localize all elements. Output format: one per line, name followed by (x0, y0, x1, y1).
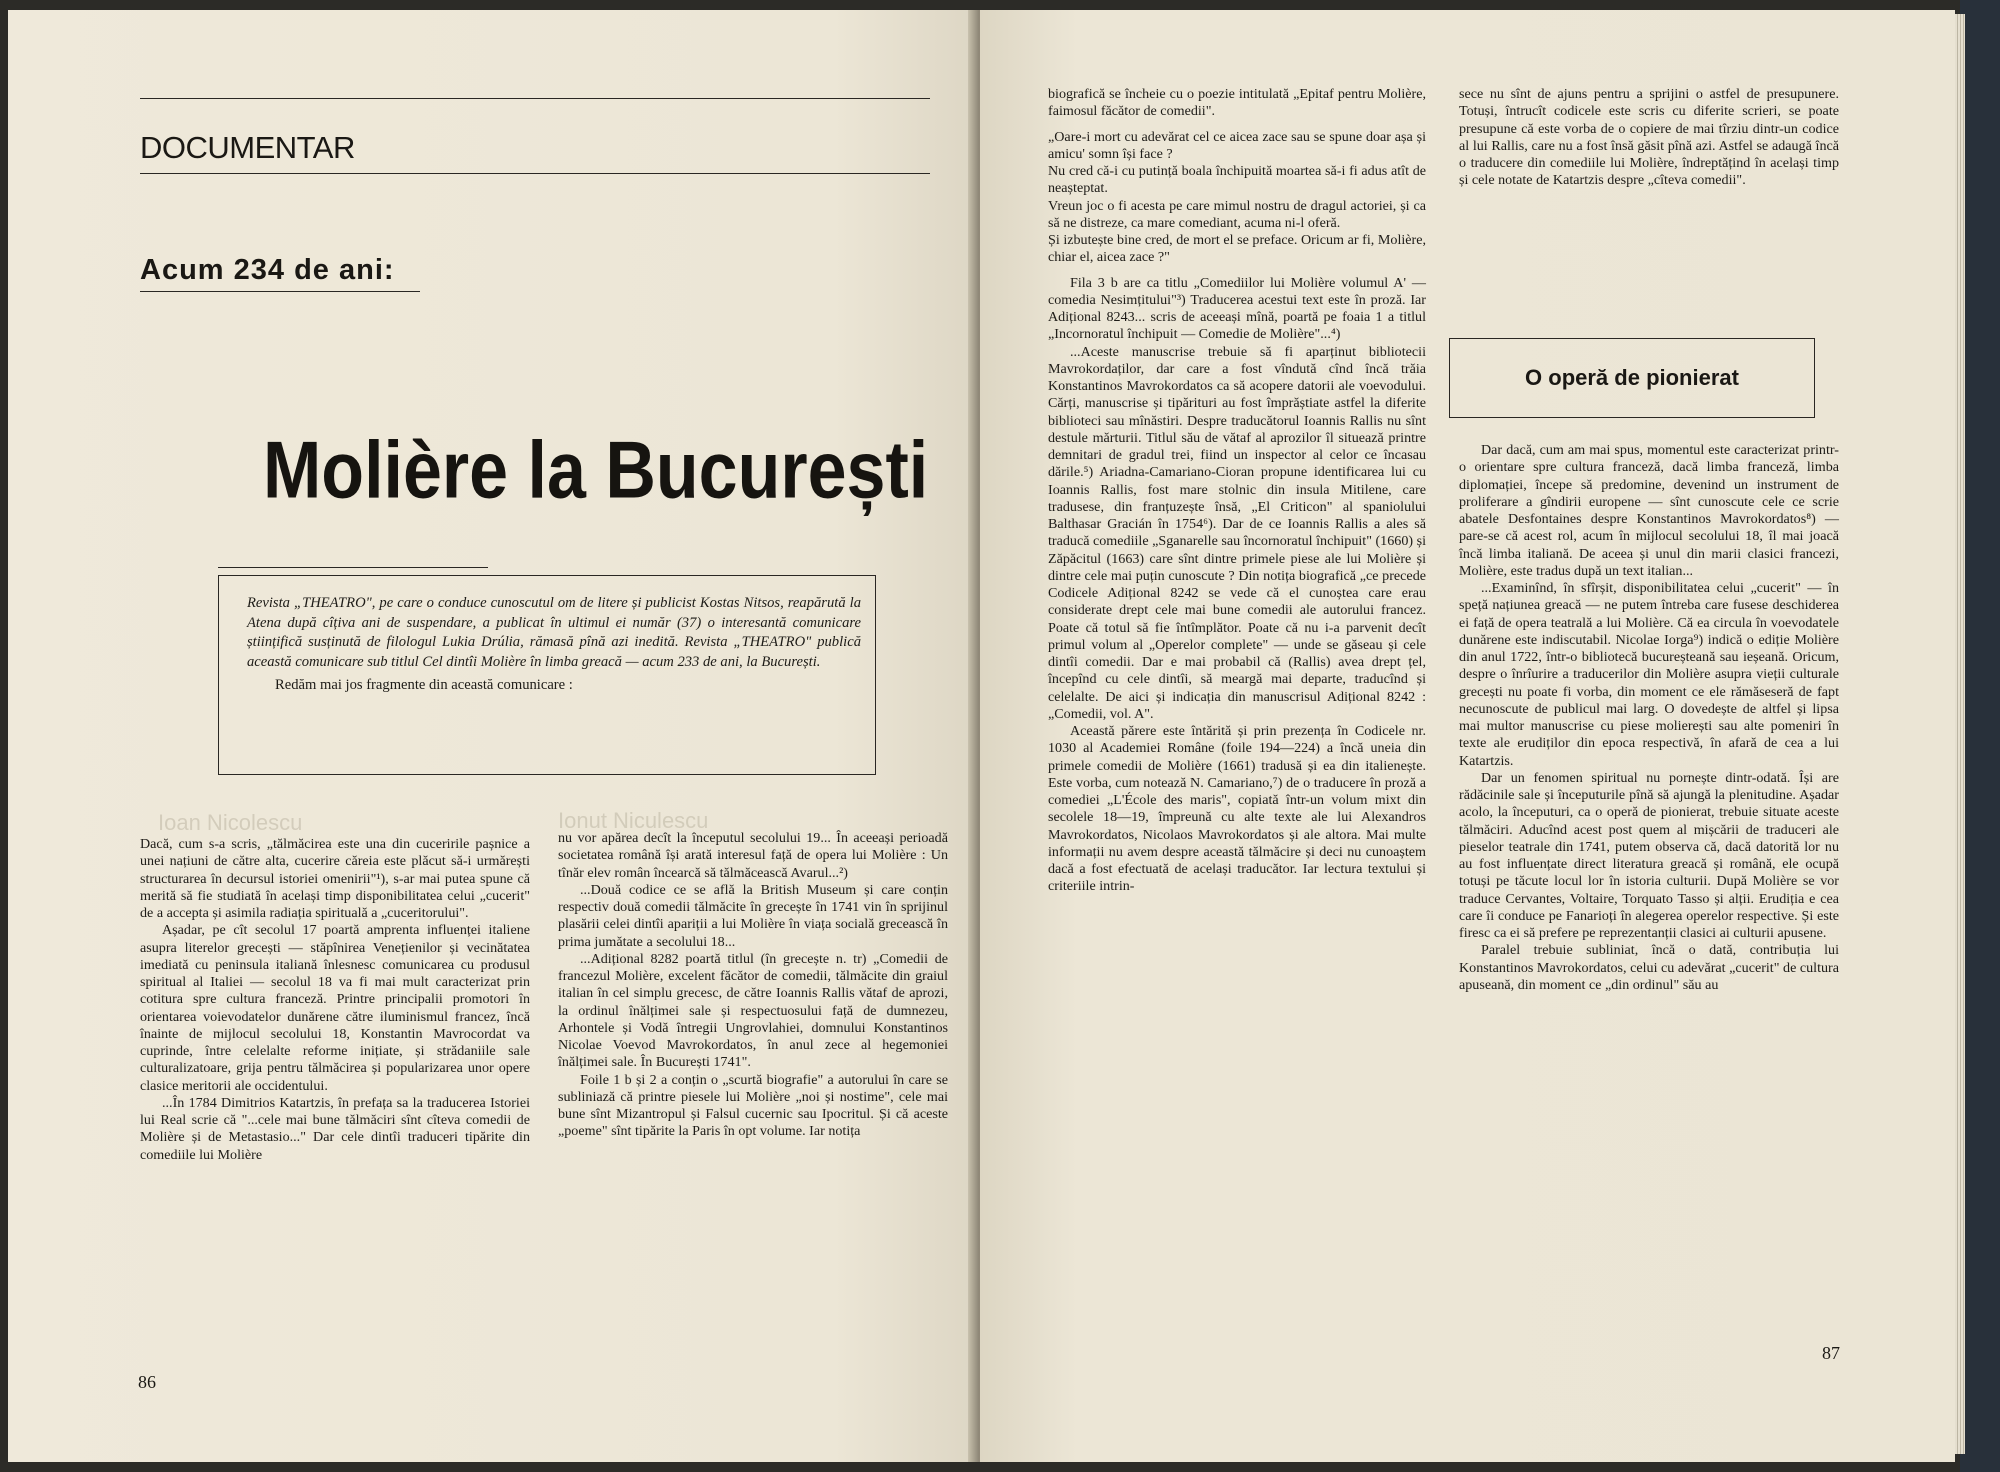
poem-stanza: Și izbutește bine cred, de mort el se preface. Oricum ar fi, Molière, chiar el, aicea zace ?" (1048, 232, 1426, 266)
subheading: O operă de pionierat (1525, 365, 1739, 390)
page-number-left: 86 (138, 1372, 156, 1392)
poem-stanza: Nu cred că-i cu putință boala închipuită moartea să-i fi adus atît de neașteptat. (1048, 163, 1426, 197)
paragraph: ...Examinînd, în sfîrșit, disponibilitatea celui „cucerit" — în speță națiunea greacă — ne putem întreba care fusese deschiderea ei față de opera teatrală a lui Molière. Că ea circula în voevodatele dunărene este indiscutabil. Nicolae Iorga⁹) indică o ediție Molière din anul 1722, într-o bibliotecă bucureșteană sau ieșeană. Oricum, despre o înrîurire a traducerilor din Molière asupra vieții culturale grecești nu poate fi vorba, din moment ce ele rămăseseră de fapt necunoscute de publicul mai larg. O dovedește de altfel și lipsa mai multor manuscrise cu piese molierești sau alte pomeniri în texte ale erudiților din epoca respectivă, în afară de cea a lui Katartzis. (1459, 580, 1839, 769)
paragraph: Fila 3 b are ca titlu „Comediilor lui Molière volumul A' — comedia Nesimțitului"³) Traducerea acestui text este în proză. Iar Adițional 8243... scris de aceeași mînă, poartă pe foaia 1 a titlul „Incornoratul închipuit — Comedie de Molière"...⁴) (1048, 274, 1426, 343)
right-column-2-top (1459, 86, 1839, 190)
intro-top-rule (218, 567, 488, 568)
intro-closing: Redăm mai jos fragmente din această comunicare : (275, 677, 573, 693)
right-column-1 (1048, 86, 1426, 896)
right-column-2 (1459, 442, 1839, 994)
paragraph: Așadar, pe cît secolul 17 poartă amprenta influenței italiene asupra literelor grecești — stăpînirea Venețienilor și vecinătatea imediată cu peninsula italiană înlesnesc comunicarea cu produsul spiritual al Italiei — secolul 18 va fi mai mult caracterizat prin cotitura spre cultura franceză. Printre principalii promotori în orientarea voievodatelor dunărene către iluminismul francez, încă înainte de mijlocul secolului 18, Konstantin Mavrocordat va cuprinde, între celelalte reforme inițiate, și strădaniile sale culturalizatoare, grija pentru tălmăcirea și popularizarea unor opere clasice meritorii ale occidentului. (140, 922, 530, 1094)
poem-stanza: Vreun joc o fi acesta pe care mimul nostru de dragul actoriei, și ca să ne distreze, ca mare comediant, acuma ni-l oferă. (1048, 197, 1426, 231)
paragraph: Dacă, cum s-a scris, „tălmăcirea este una din cuceririle pașnice a unei națiuni de către alta, cucerire căreia este plăcut să-i urmărești structurarea în decursul istoriei omenirii"¹), s-ar mai putea spune că merită să fie studiată în același timp disponibilitatea celui „cucerit" de a accepta și asimila radiația spirituală a „cuceritorului". (140, 836, 530, 921)
section-rule (140, 173, 930, 174)
paragraph: Dar un fenomen spiritual nu pornește dintr-odată. Își are rădăcinile sale și începuturile pînă să ajungă la plenitudine. Așadar acolo, la începuturi, ca o operă de pionierat, trebuie situate aceste tălmăciri. Aducînd acest post quem al mișcării de traduceri ale pieselor teatrale din 1741, putem observa că, dacă datorită lor nu au fost influențate direct literatura greacă și română, ele ocupă totuși pe tăcute locul lor în istoria culturii. După Molière se vor traduce Cervantes, Voltaire, Torquato Tasso și alții. Erudiția e cea care îi conduce pe Fanarioți în alegerea operelor respective. Și este firesc ca ei să prefere pe reprezentanții clasici ai culturii apusene. (1459, 769, 1839, 941)
article-title: Molière la București (263, 425, 929, 515)
kicker: Acum 234 de ani: (140, 254, 395, 286)
paragraph: ...Două codice ce se află la British Museum și care conțin respectiv două comedii tălmăcite în grecește în 1741 vin în sprijinul plasării celei dintîi apariții a lui Molière în viața socială grecească în prima jumătate a secolului 18... (558, 881, 948, 950)
page-stack-edge (1955, 14, 1965, 1454)
paragraph: nu vor apărea decît la începutul secolului 19... În aceeași perioadă societatea română își arată interesul față de opera lui Molière : Un tînăr elev român încearcă să tălmăcească Avarul...²) (558, 830, 948, 881)
paragraph: Foile 1 b și 2 a conțin o „scurtă biografie" a autorului în care se subliniază că printre piesele lui Molière „noi și nostime", cele mai bune sînt Mizantropul și Falsul cucernic sau Ipocritul. Și că aceste „poeme" sînt tipărite la Paris în opt volume. Iar notița (558, 1071, 948, 1140)
paragraph: sece nu sînt de ajuns pentru a sprijini o astfel de presupunere. Totuși, întrucît codicele este scris cu diferite scrieri, se poate presupune că este vorba de o copiere de mai tîrziu dintr-un codice al lui Rallis, care nu a fost însă găsit pînă azi. Astfel se adaugă încă o traducere din comediile lui Molière, îndreptățind în același timp și cele notate de Katartzis despre „cîteva comedii". (1459, 86, 1839, 189)
intro-text: Revista „THEATRO", pe care o conduce cunoscutul om de litere și publicist Kostas Nitsos, reapărută la Atena după cîțiva ani de suspendare, a publicat în ultimul ei număr (37) o interesantă comunicare științifică susținută de filologul Lukia Drúlia, rămasă pînă azi inedită. Revista „THEATRO" publică această comunicare sub titlul Cel dintîi Molière în limba greacă — acum 233 de ani, la București. (247, 595, 861, 670)
paragraph: ...În 1784 Dimitrios Katartzis, în prefața sa la traducerea Istoriei lui Real scrie că "...cele mai bune tălmăciri sînt cîteva comedii de Molière și de Metastasio..." Dar cele dintîi traduceri tipărite din comediile lui Molière (140, 1094, 530, 1163)
paragraph: ...Aceste manuscrise trebuie să fi aparținut bibliotecii Mavrokordaților, dar care a fost vîndută cînd încă trăia Konstantinos Mavrokordatos ca să acopere datorii ale voevodului. Cărți, manuscrise și tipărituri au fost împrăștiate astfel la diferite biblioteci sau mînăstiri. Despre traducătorul Ioannis Rallis nu sînt destule mărturii. Titlul său de vătaf al aprozilor îl situează printre demnitari de gradul trei, fiind un inspector al celor ce încasau dările.⁵) Ariadna-Camariano-Cioran propune identificarea lui cu Ioannis Rallis, fost mare stolnic din insula Mitilene, care tradusese, din franțuzește însă, „El Criticon" al spaniolului Balthasar Gracián în 1754⁶). Dar de ce Ioannis Rallis a ales să traducă comediile „Sganarelle sau încornoratul închipuit" (1660) și Zăpăcitul (1663) care sînt dintre primele piese ale lui Molière și dintre cele mai puțin cunoscute ? Din notița biografică „ce precede Codicele Adițional 8242 se vede că el cunoștea care erau considerate drept cele mai bune comedii ale autorului francez. Poate că totul să fie întîmplător. Poate că nu i-a parvenit decît primul volum al „Operelor complete" — unde se găseau și cele dintîi comedii. Dar e mai probabil că (Rallis) avea drept țel, începînd cu cele dintîi, să meargă mai departe, traducînd și celelalte. De aici și indicația din manuscrisul Adițional 8242 : „Comedii, vol. A". (1048, 343, 1426, 722)
bleed-through-name-1: Ioan Nicolescu (158, 810, 303, 835)
paragraph: Această părere este întărită și prin prezența în Codicele nr. 1030 al Academiei Române (foile 194—224) a încă uneia din primele comedii de Molière (1661) tradusă și ea din italienește. Este vorba, cum notează N. Camariano,⁷) de o traducere în proză a comediei „L'École des maris", copiată într-un volum mixt din secolele 18—19, împreună cu alte texte ale lui Alexandros Mavrokordatos, Nicolaos Mavrokordatos și ale altora. Mai multe informații nu avem despre această tălmăcire și deci nu cunoaștem dacă a fost efectuată de același traducător. Iar lectura textului și criteriile intrin- (1048, 723, 1426, 895)
intro-box (218, 575, 876, 775)
paragraph: Dar dacă, cum am mai spus, momentul este caracterizat printr-o orientare spre cultura franceză, dacă limba franceză, limba diplomației, începe să predomine, devenind un instrument de proliferare a gîndirii europene — sînt cunoscute cele ce scrie abatele Desfontaines despre Konstantinos Mavrokordatos⁸) — pare-se că acest rol, acum în mijlocul secolului 18, îl mai joacă încă limba italiană. De aceea și unul din marii clasici francezi, Molière, este tradus după un text italian... (1459, 442, 1839, 579)
book-cover-edge (1960, 0, 2000, 1472)
left-column-1 (140, 836, 530, 1164)
left-page (8, 10, 978, 1462)
paragraph: biografică se încheie cu o poezie intitulată „Epitaf pentru Molière, faimosul făcător de comedii". (1048, 86, 1426, 120)
top-rule (140, 98, 930, 99)
bleed-through-name-2: Ionut Niculescu (558, 808, 709, 833)
poem-stanza: „Oare-i mort cu adevărat cel ce aicea zace sau se spune doar așa și amicu' somn își face ? (1048, 128, 1426, 162)
right-page (980, 10, 1955, 1462)
section-label: DOCUMENTAR (140, 130, 355, 165)
subheading-box (1449, 338, 1815, 418)
page-number-right: 87 (1822, 1343, 1840, 1363)
paragraph: Paralel trebuie subliniat, încă o dată, contribuția lui Konstantinos Mavrokordatos, celui cu adevărat „cucerit" de cultura apuseană, din moment ce „din ordinul" său au (1459, 942, 1839, 993)
left-column-2 (558, 830, 948, 1141)
paragraph: ...Adițional 8282 poartă titlul (în grecește n. tr) „Comedii de francezul Molière, excelent făcător de comedii, tălmăcite din graiul italian în cel simplu grecesc, de către Ioannis Rallis vătaf de aprozi, la ordinul înălțimei sale și respectuosului față de dumnezeu, Arhontele și Vodă întregii Ungrovlahiei, domnului Konstantinos Nicolae Voevod Mavrokordatos, în anul zece al hegemoniei înălțimei sale. În București 1741". (558, 950, 948, 1071)
kicker-underline (140, 291, 420, 292)
